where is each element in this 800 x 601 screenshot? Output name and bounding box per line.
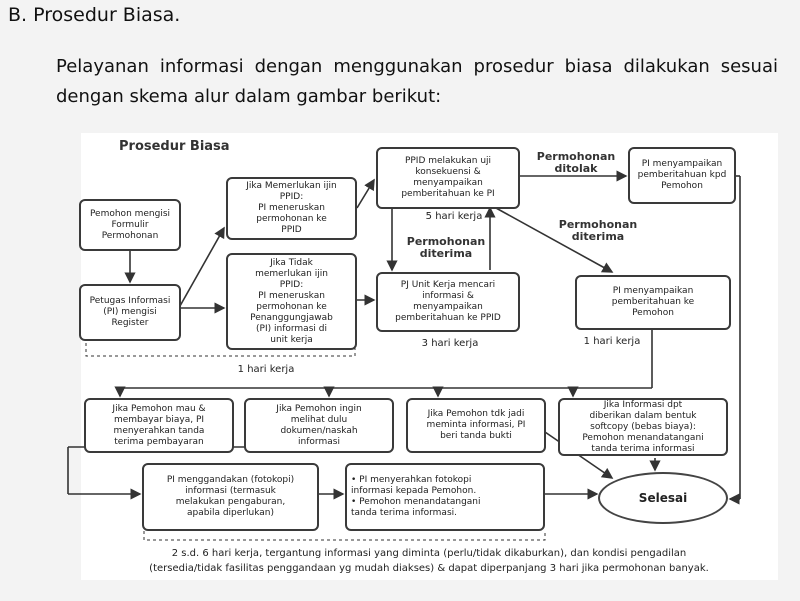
- label-satu-hari-kerja-right: 1 hari kerja: [583, 336, 641, 347]
- box-pi-pemberitahuan-ditolak: PI menyampaikan pemberitahuan kpd Pemohon: [628, 147, 736, 204]
- intro-paragraph: Pelayanan informasi dengan menggunakan prosedur biasa dilakukan sesuai dengan skema alur dalam gambar berikut:: [56, 56, 778, 107]
- box-softcopy: Jika Informasi dpt diberikan dalam bentuk softcopy (bebas biaya): Pemohon menandatangani tanda terima informasi: [558, 398, 728, 456]
- box-mau-membayar: Jika Pemohon mau & membayar biaya, PI menyerahkan tanda terima pembayaran: [84, 398, 234, 453]
- box-pemohon-mengisi-formulir: Pemohon mengisi Formulir Permohonan: [79, 199, 181, 251]
- diagram-title: Prosedur Biasa: [119, 139, 230, 154]
- label-tiga-hari-kerja: 3 hari kerja: [421, 338, 479, 349]
- label-satu-hari-kerja-left: 1 hari kerja: [237, 364, 295, 375]
- label-permohonan-diterima-mid: Permohonan diterima: [406, 235, 486, 260]
- box-pi-menyerahkan-fotokopi: • PI menyerahkan fotokopi informasi kepada Pemohon. • Pemohon menandatangani tanda terima informasi.: [345, 463, 545, 531]
- box-petugas-informasi-register: Petugas Informasi (PI) mengisi Register: [79, 284, 181, 341]
- box-pj-unit-kerja: PJ Unit Kerja mencari informasi & menyampaikan pemberitahuan ke PPID: [376, 272, 520, 332]
- box-memerlukan-ijin-ppid: Jika Memerlukan ijin PPID: PI meneruskan permohonan ke PPID: [226, 177, 357, 240]
- label-permohonan-ditolak: Permohonan ditolak: [536, 150, 616, 175]
- box-pi-pemberitahuan-diterima: PI menyampaikan pemberitahuan ke Pemohon: [575, 275, 731, 330]
- box-pi-menggandakan: PI menggandakan (fotokopi) informasi (termasuk melakukan pengaburan, apabila diperlukan): [142, 463, 319, 531]
- footer-line-1: 2 s.d. 6 hari kerja, tergantung informasi yang diminta (perlu/tidak dikaburkan), dan kondisi pengadilan: [171, 548, 687, 559]
- box-ingin-melihat: Jika Pemohon ingin melihat dulu dokumen/naskah informasi: [244, 398, 394, 453]
- box-tidak-memerlukan-ijin: Jika Tidak memerlukan ijin PPID: PI meneruskan permohonan ke Penanggungjawab (PI) informasi di unit kerja: [226, 253, 357, 350]
- box-ppid-uji-konsekuensi: PPID melakukan uji konsekuensi & menyampaikan pemberitahuan ke PI: [376, 147, 520, 209]
- footer-line-2: (tersedia/tidak fasilitas penggandaan yg mudah diakses) & dapat diperpanjang 3 hari jika permohonan banyak.: [149, 563, 709, 574]
- end-node-selesai: Selesai: [598, 472, 728, 524]
- label-lima-hari-kerja: 5 hari kerja: [425, 211, 483, 222]
- diagram-footer-note: [84, 546, 774, 576]
- section-heading: B. Prosedur Biasa.: [8, 4, 181, 26]
- box-tdk-jadi-meminta: Jika Pemohon tdk jadi meminta informasi, PI beri tanda bukti: [406, 398, 546, 453]
- label-permohonan-diterima-right: Permohonan diterima: [558, 218, 638, 243]
